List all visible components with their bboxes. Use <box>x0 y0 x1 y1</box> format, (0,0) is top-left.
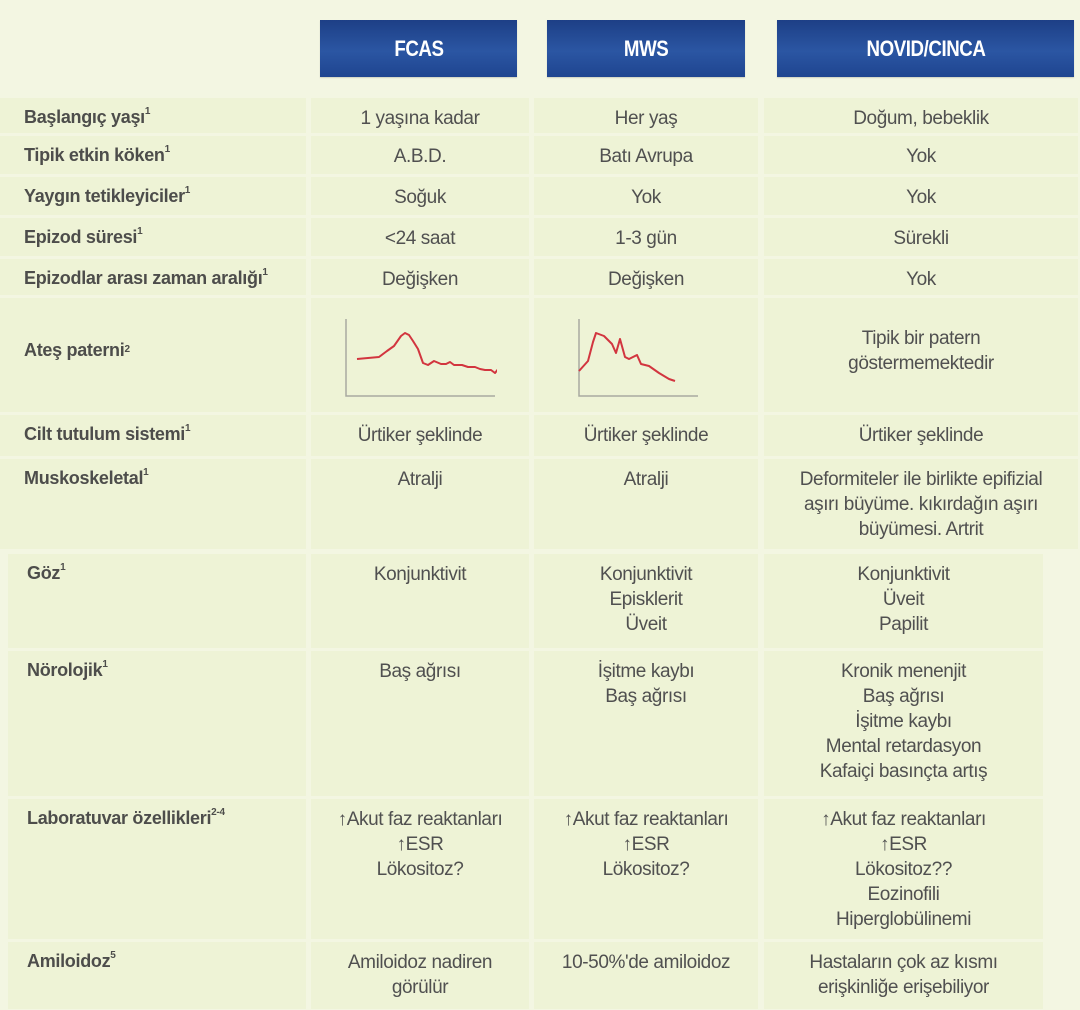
cell-text: göstermemektedir <box>848 353 994 374</box>
row-label-text: Ateş paterni <box>24 339 125 360</box>
row-label <box>8 554 306 648</box>
cell-cinca <box>764 799 1043 939</box>
cell-fcas <box>311 298 529 412</box>
cell-mws <box>534 942 758 1009</box>
cell-fcas <box>311 459 529 549</box>
table-row-yaygin-tetikleyiciler <box>0 177 1080 215</box>
cell-text: Yok <box>906 146 936 167</box>
cell-mws <box>534 799 758 939</box>
footnote-ref: 2-4 <box>211 807 225 818</box>
header-novid-cinca-label: NOVID/CINCA <box>866 35 985 61</box>
cell-mws <box>534 177 758 215</box>
cell-text: Konjunktivit <box>857 564 950 585</box>
cell-text: Kronik menenjit <box>841 661 966 682</box>
cell-text: ↑ESR <box>880 834 927 855</box>
row-label-text: Amiloidoz <box>27 951 111 971</box>
cell-text: Yok <box>906 269 936 290</box>
cell-cinca <box>764 554 1043 648</box>
row-label <box>0 177 306 215</box>
cell-text: <24 saat <box>384 228 456 249</box>
cell-text: Batı Avrupa <box>599 146 693 167</box>
fever-curve <box>357 333 497 373</box>
row-label-text: Laboratuvar özellikleri <box>27 808 212 828</box>
row-label <box>0 218 306 256</box>
cell-text: aşırı büyüme. kıkırdağın aşırı <box>803 494 1039 515</box>
footnote-ref: 1 <box>144 106 151 117</box>
cell-text: A.B.D. <box>393 146 447 167</box>
row-label <box>8 651 306 796</box>
row-label <box>0 136 306 174</box>
cell-text: Değişken <box>607 269 684 290</box>
cell-text: Üveit <box>882 589 925 610</box>
table-row-norolojik <box>0 651 1080 796</box>
cell-cinca <box>764 942 1043 1009</box>
footnote-ref: 1 <box>185 423 191 434</box>
cell-cinca <box>764 459 1078 549</box>
cell-text: Sürekli <box>893 228 949 249</box>
cell-text: ↑ESR <box>622 834 670 855</box>
cell-mws <box>534 218 758 256</box>
cell-text: Konjunktivit <box>599 564 693 585</box>
cell-text: ↑Akut faz reaktanları <box>337 809 503 830</box>
cell-text: Kafaiçi basınçta artış <box>819 761 988 782</box>
table-row-goz <box>0 554 1080 648</box>
cell-text: görülür <box>391 977 449 998</box>
table-row-tipik-etkin-koken <box>0 136 1080 174</box>
header-mws-label: MWS <box>623 35 669 61</box>
cell-text: Baş ağrısı <box>862 686 945 707</box>
cell-mws <box>534 554 758 648</box>
cell-text: Papilit <box>879 614 928 635</box>
cell-text: Tipik bir patern <box>861 328 981 349</box>
cell-cinca <box>764 98 1078 133</box>
table-row-baslangic-yasi <box>0 98 1080 133</box>
row-label-text: Epizod süresi <box>24 227 138 247</box>
cell-cinca <box>764 136 1078 174</box>
cell-fcas <box>311 415 529 456</box>
row-label-text: Cilt tutulum sistemi <box>24 424 186 444</box>
cell-text: Üveit <box>625 614 667 635</box>
cell-text: erişkinliğe erişebiliyor <box>818 977 989 998</box>
cell-text: Ürtiker şeklinde <box>357 425 483 446</box>
table-row-amiloidoz <box>0 942 1080 1009</box>
cell-mws <box>534 98 758 133</box>
row-label-text: Yaygın tetikleyiciler <box>24 186 185 206</box>
table-row-muskoskeletal <box>0 459 1080 549</box>
cell-text: Episklerit <box>609 589 683 610</box>
cell-text: Doğum, bebeklik <box>853 108 989 129</box>
row-label <box>0 459 306 549</box>
cell-mws <box>534 415 758 456</box>
cell-text: Mental retardasyon <box>825 736 982 757</box>
fever-chart-fcas <box>345 317 497 399</box>
cell-fcas <box>311 942 529 1009</box>
cell-cinca <box>764 218 1078 256</box>
cell-text: Atralji <box>623 469 669 490</box>
row-label <box>8 942 306 1009</box>
cell-text: ↑ESR <box>396 834 444 855</box>
row-label-text: Başlangıç yaşı <box>24 107 145 127</box>
cell-text: Hiperglobülinemi <box>835 909 972 930</box>
row-label <box>0 259 306 295</box>
row-label-text: Göz <box>27 563 61 583</box>
cell-mws <box>534 136 758 174</box>
footnote-ref: 1 <box>262 267 268 278</box>
cell-text: Eozinofili <box>867 884 940 905</box>
cell-mws <box>534 459 758 549</box>
cell-fcas <box>311 651 529 796</box>
cell-text: ↑Akut faz reaktanları <box>563 809 729 830</box>
cell-text: Konjunktivit <box>373 564 467 585</box>
cell-cinca <box>764 298 1078 412</box>
cell-text: Baş ağrısı <box>605 686 687 707</box>
table-row-ates-paterni <box>0 298 1080 412</box>
table-row-cilt-tutulum-sistemi <box>0 415 1080 456</box>
table-row-epizodlar-arasi-zaman-araligi <box>0 259 1080 295</box>
row-label <box>0 415 306 456</box>
cell-text: büyümesi. Artrit <box>858 519 984 540</box>
cell-text: Ürtiker şeklinde <box>858 425 984 446</box>
cell-text: Deformiteler ile birlikte epifizial <box>799 469 1043 490</box>
cell-mws <box>534 259 758 295</box>
cell-text: Atralji <box>397 469 443 490</box>
cell-mws <box>534 298 758 412</box>
cell-text: 1 yaşına kadar <box>360 108 480 129</box>
cell-mws <box>534 651 758 796</box>
header-fcas-label: FCAS <box>393 35 444 61</box>
footnote-ref: 1 <box>184 185 191 196</box>
cell-cinca <box>764 177 1078 215</box>
row-label-text: Epizodlar arası zaman aralığı <box>24 268 263 288</box>
table-row-epizod-suresi <box>0 218 1080 256</box>
cell-cinca <box>764 415 1078 456</box>
row-label-text: Muskoskeletal <box>24 468 144 488</box>
cell-fcas <box>311 554 529 648</box>
cell-fcas <box>311 259 529 295</box>
footnote-ref: 1 <box>102 659 108 670</box>
footnote-ref: 1 <box>143 467 149 478</box>
footnote-ref: 5 <box>110 950 116 961</box>
row-label <box>8 799 306 939</box>
cell-text: 1-3 gün <box>615 228 677 249</box>
cell-text: ↑Akut faz reaktanları <box>821 809 986 830</box>
cell-cinca <box>764 651 1043 796</box>
cell-text: Lökositoz? <box>602 859 690 880</box>
cell-text: Değişken <box>381 269 458 290</box>
cell-text: Baş ağrısı <box>379 661 461 682</box>
footnote-ref: 1 <box>60 562 66 573</box>
cell-text: Her yaş <box>614 108 678 129</box>
footnote-ref: 1 <box>137 226 143 237</box>
fever-chart-mws <box>578 317 700 399</box>
row-label-text: Tipik etkin köken <box>24 145 165 165</box>
footnote-ref: 2 <box>124 343 130 355</box>
table-row-laboratuvar-ozellikleri <box>0 799 1080 939</box>
cell-text: 10-50%'de amiloidoz <box>561 952 731 973</box>
cell-text: İşitme kaybı <box>597 661 695 682</box>
footnote-ref: 1 <box>164 144 170 155</box>
cell-text: Hastaların çok az kısmı <box>809 952 998 973</box>
cell-fcas <box>311 799 529 939</box>
row-label-text: Nörolojik <box>27 660 103 680</box>
cell-text: Lökositoz? <box>376 859 464 880</box>
cell-text: Soğuk <box>394 187 446 208</box>
cell-text: Lökositoz?? <box>854 859 952 880</box>
row-label <box>0 298 306 412</box>
cell-fcas <box>311 136 529 174</box>
cell-text: Ürtiker şeklinde <box>583 425 709 446</box>
cell-text: Amiloidoz nadiren <box>347 952 493 973</box>
row-label <box>0 98 306 133</box>
fever-curve <box>579 333 675 381</box>
cell-text: İşitme kaybı <box>855 711 952 732</box>
cell-fcas <box>311 98 529 133</box>
cell-fcas <box>311 218 529 256</box>
cell-text: Yok <box>631 187 661 208</box>
cell-fcas <box>311 177 529 215</box>
cell-text: Yok <box>906 187 936 208</box>
cell-cinca <box>764 259 1078 295</box>
